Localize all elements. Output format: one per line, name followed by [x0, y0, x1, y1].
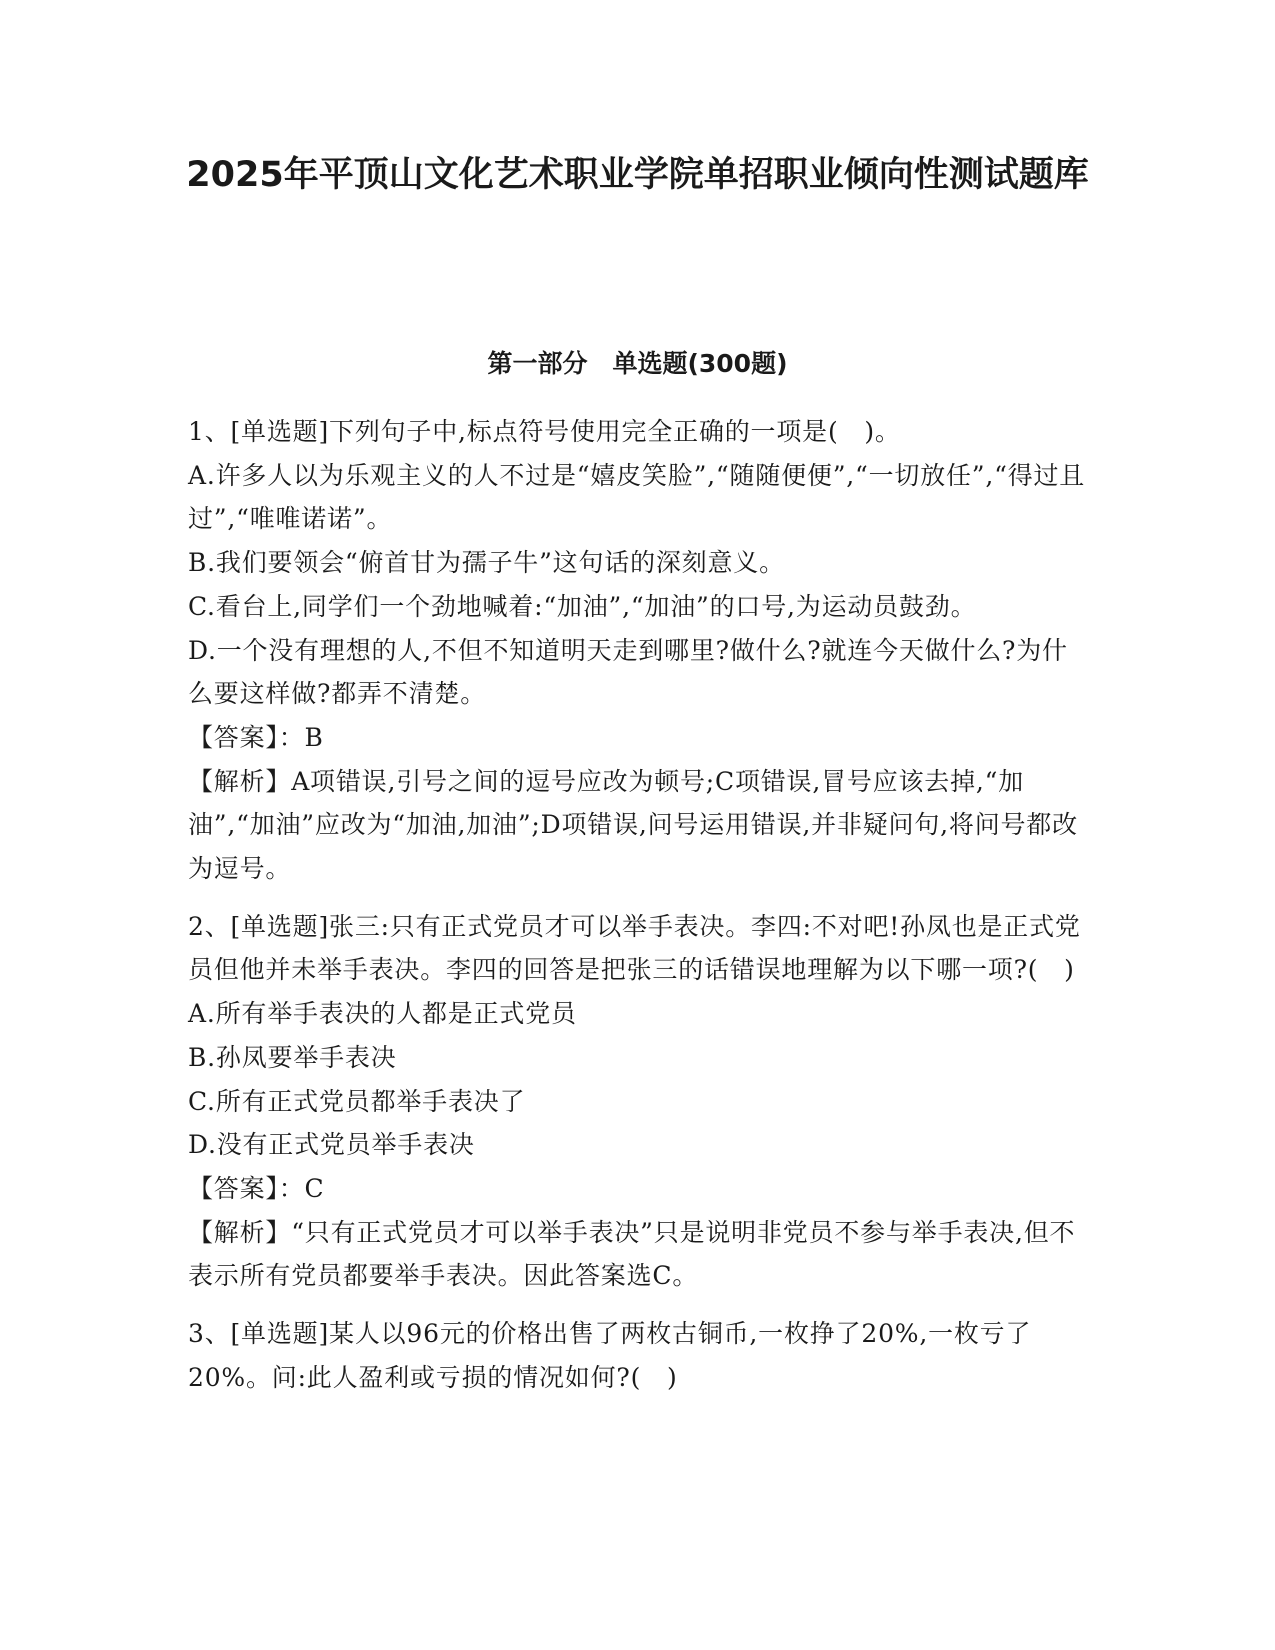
option-d: D.一个没有理想的人,不但不知道明天走到哪里?做什么?就连今天做什么?为什么要这样做?都弄不清楚。 [188, 635, 1068, 709]
analysis-text: 【解析】A项错误,引号之间的逗号应改为顿号;C项错误,冒号应该去掉,“加油”,“加油”应改为“加油,加油”;D项错误,问号运用错误,并非疑问句,将问号都改为逗号。 [188, 766, 1078, 884]
question-stem: 1、[单选题]下列句子中,标点符号使用完全正确的一项是( )。 [188, 417, 901, 446]
question-item [188, 410, 1088, 891]
question-stem: 3、[单选题]某人以96元的价格出售了两枚古铜币,一枚挣了20%,一枚亏了20%。问:此人盈利或亏损的情况如何?( ) [188, 1319, 1032, 1392]
question-list [188, 410, 1088, 1413]
option-a: A.许多人以为乐观主义的人不过是“嬉皮笑脸”,“随随便便”,“一切放任”,“得过且过”,“唯唯诺诺”。 [188, 460, 1086, 534]
option-d: D.没有正式党员举手表决 [188, 1130, 475, 1160]
question-item [188, 1312, 1088, 1399]
option-b: B.孙凤要举手表决 [188, 1042, 397, 1072]
option-c: C.看台上,同学们一个劲地喊着:“加油”,“加油”的口号,为运动员鼓劲。 [188, 591, 977, 621]
option-b: B.我们要领会“俯首甘为孺子牛”这句话的深刻意义。 [188, 548, 785, 578]
answer-line: 【答案】：C [188, 1173, 325, 1203]
option-a: A.所有举手表决的人都是正式党员 [188, 999, 577, 1029]
question-item [188, 905, 1088, 1298]
section-heading: 第一部分 单选题(300题) [487, 349, 788, 378]
analysis-text: 【解析】“只有正式党员才可以举手表决”只是说明非党员不参与举手表决,但不表示所有党员都要举手表决。因此答案选C。 [188, 1217, 1076, 1291]
question-stem: 2、[单选题]张三:只有正式党员才可以举手表决。李四:不对吧!孙凤也是正式党员但他并未举手表决。李四的回答是把张三的话错误地理解为以下哪一项?( ) [188, 911, 1081, 985]
option-c: C.所有正式党员都举手表决了 [188, 1086, 526, 1116]
document-title: 2025年平顶山文化艺术职业学院单招职业倾向性测试题库 [186, 155, 1089, 195]
answer-line: 【答案】：B [188, 722, 324, 752]
